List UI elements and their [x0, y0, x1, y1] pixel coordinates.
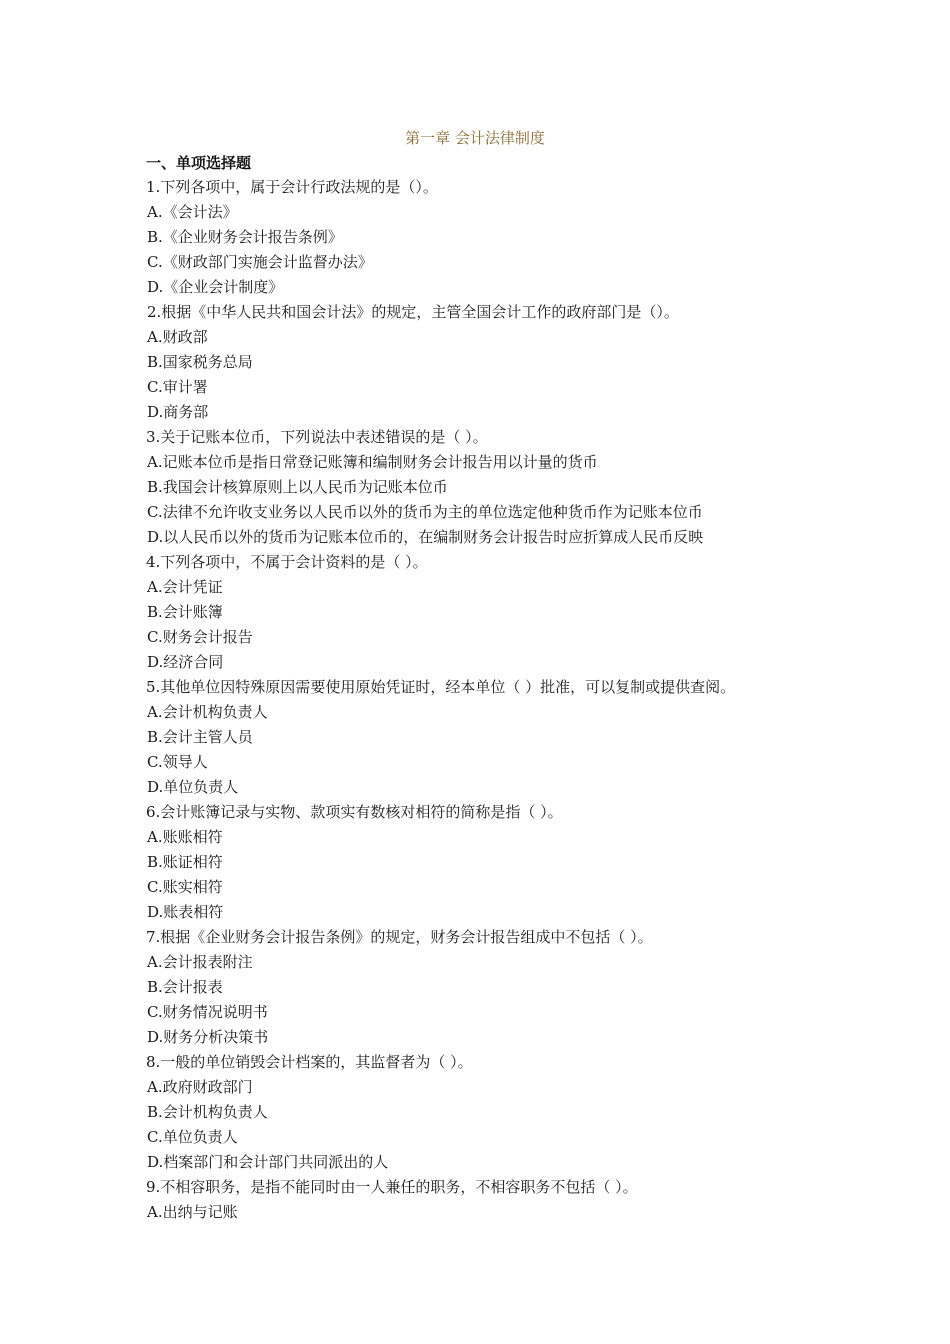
question-stem: 9.不相容职务，是指不能同时由一人兼任的职务，不相容职务不包括（ ）。 — [146, 1178, 638, 1196]
answer-option: A.出纳与记账 — [147, 1203, 238, 1221]
answer-option: B.会计报表 — [147, 978, 223, 996]
question-stem: 6.会计账簿记录与实物、款项实有数核对相符的简称是指（ ）。 — [146, 803, 563, 821]
answer-option: C.《财政部门实施会计监督办法》 — [147, 253, 373, 271]
question-list — [146, 175, 846, 1225]
answer-option: D.财务分析决策书 — [147, 1028, 269, 1046]
answer-option: A.会计凭证 — [147, 578, 223, 596]
answer-option: A.记账本位币是指日常登记账簿和编制财务会计报告用以计量的货币 — [147, 453, 598, 471]
question-stem: 3.关于记账本位币，下列说法中表述错误的是（ ）。 — [146, 428, 488, 446]
answer-option: D.以人民币以外的货币为记账本位币的，在编制财务会计报告时应折算成人民币反映 — [147, 528, 704, 546]
answer-option: C.法律不允许收支业务以人民币以外的货币为主的单位选定他种货币作为记账本位币 — [147, 503, 703, 521]
answer-option: D.账表相符 — [147, 903, 224, 921]
answer-option: C.财务情况说明书 — [147, 1003, 268, 1021]
answer-option: B.国家税务总局 — [147, 353, 253, 371]
answer-option: B.《企业财务会计报告条例》 — [147, 228, 343, 246]
answer-option: B.账证相符 — [147, 853, 223, 871]
chapter-title: 第一章 会计法律制度 — [405, 129, 545, 147]
answer-option: A.账账相符 — [147, 828, 223, 846]
answer-option: C.领导人 — [147, 753, 208, 771]
answer-option: B.我国会计核算原则上以人民币为记账本位币 — [147, 478, 448, 496]
answer-option: A.会计报表附注 — [147, 953, 253, 971]
answer-option: A.《会计法》 — [147, 203, 238, 221]
answer-option: A.会计机构负责人 — [147, 703, 268, 721]
answer-option: D.商务部 — [147, 403, 209, 421]
question-stem: 8.一般的单位销毁会计档案的，其监督者为（ ）。 — [146, 1053, 473, 1071]
answer-option: B.会计机构负责人 — [147, 1103, 268, 1121]
answer-option: C.账实相符 — [147, 878, 223, 896]
question-stem: 4.下列各项中，不属于会计资料的是（ ）。 — [146, 553, 428, 571]
question-stem: 2.根据《中华人民共和国会计法》的规定，主管全国会计工作的政府部门是（）。 — [147, 303, 679, 321]
answer-option: D.单位负责人 — [147, 778, 239, 796]
answer-option: A.政府财政部门 — [147, 1078, 253, 1096]
answer-option: D.经济合同 — [147, 653, 224, 671]
answer-option: C.财务会计报告 — [147, 628, 253, 646]
answer-option: D.档案部门和会计部门共同派出的人 — [147, 1153, 389, 1171]
answer-option: C.单位负责人 — [147, 1128, 238, 1146]
answer-option: B.会计账簿 — [147, 603, 223, 621]
answer-option: B.会计主管人员 — [147, 728, 253, 746]
answer-option: A.财政部 — [147, 328, 208, 346]
question-stem: 1.下列各项中，属于会计行政法规的是（）。 — [146, 178, 438, 196]
answer-option: C.审计署 — [147, 378, 208, 396]
answer-option: D.《企业会计制度》 — [147, 278, 284, 296]
question-stem: 7.根据《企业财务会计报告条例》的规定，财务会计报告组成中不包括（ ）。 — [146, 928, 653, 946]
section-heading: 一、单项选择题 — [146, 154, 252, 172]
question-stem: 5.其他单位因特殊原因需要使用原始凭证时，经本单位（ ）批准，可以复制或提供查阅。 — [146, 678, 736, 696]
